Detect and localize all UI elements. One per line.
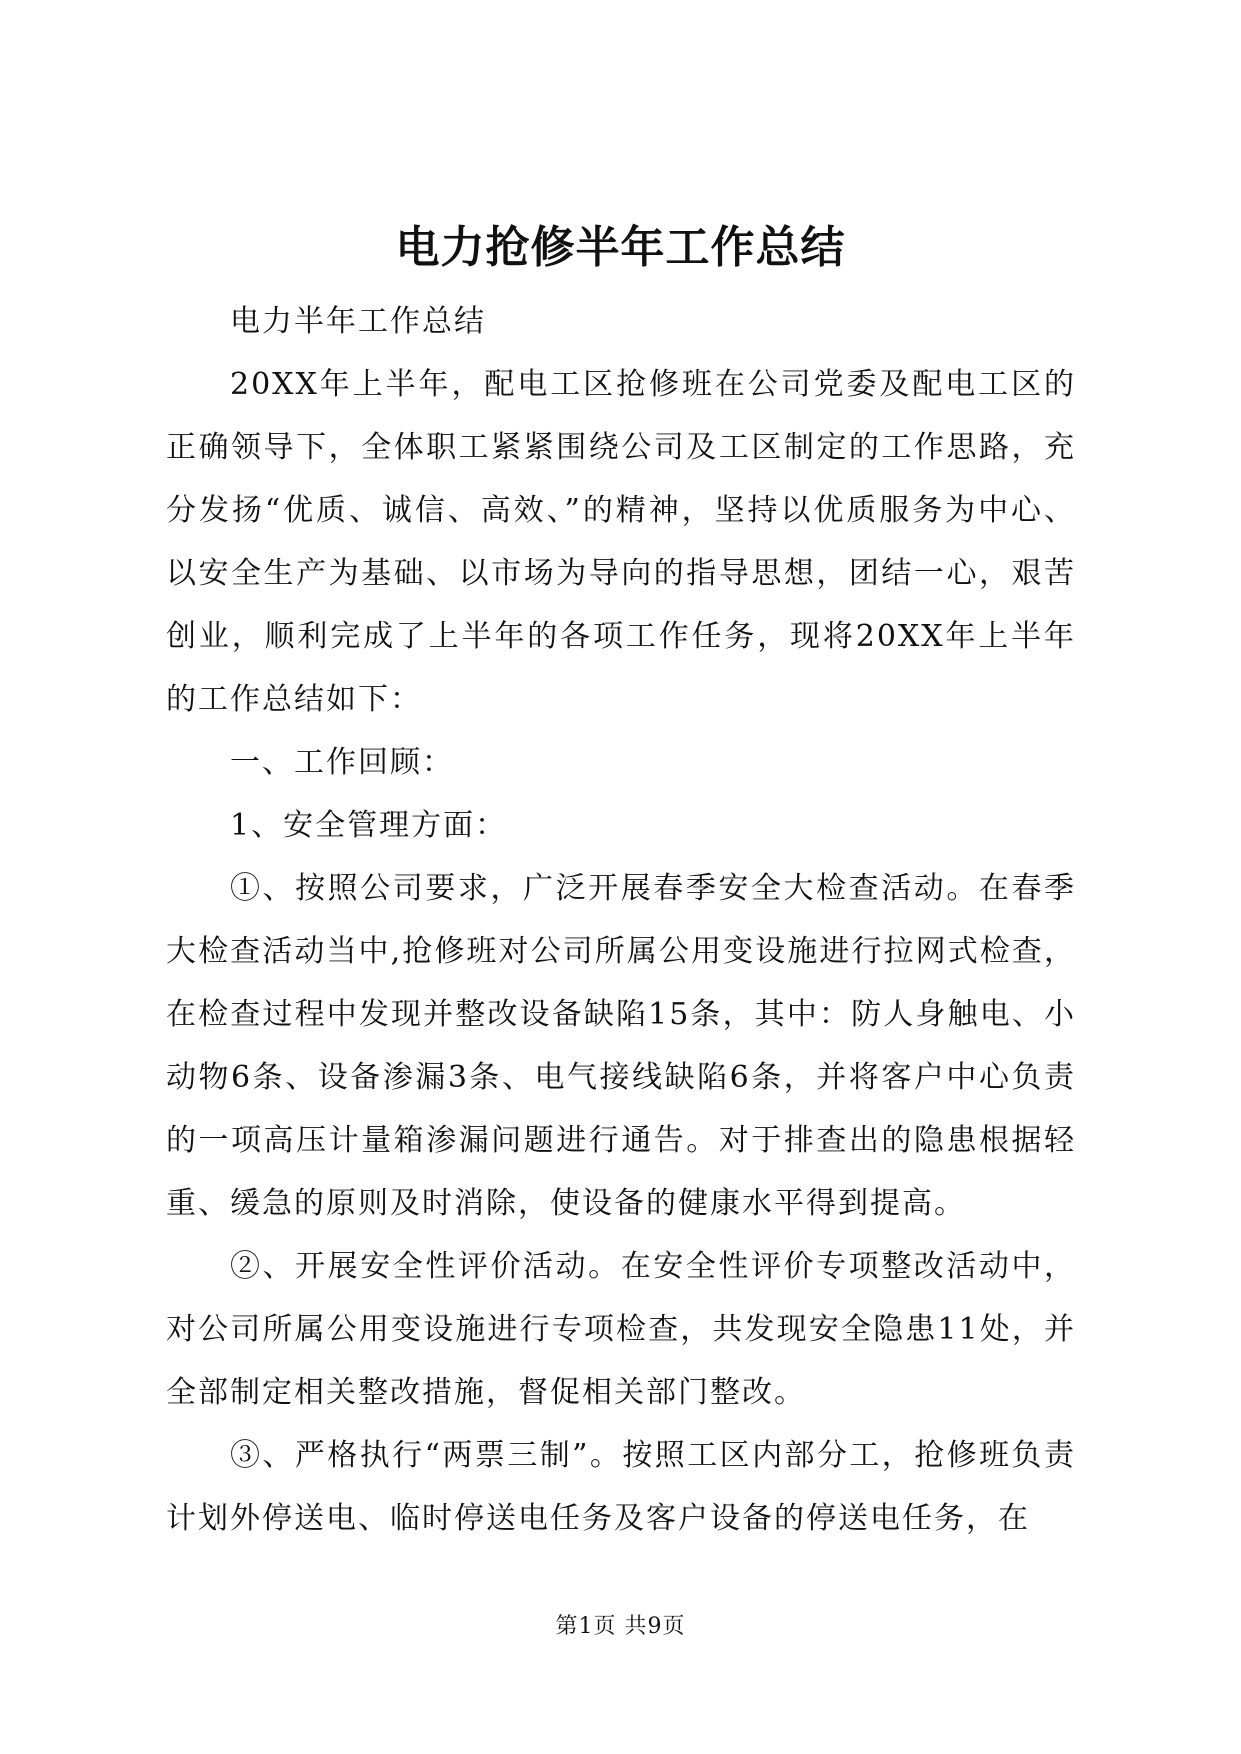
document-title: 电力抢修半年工作总结 — [395, 222, 846, 273]
paragraph-item-1: ①、按照公司要求，广泛开展春季安全大检查活动。在春季大检查活动当中,抢修班对公司所属公用变设施进行拉网式检查，在检查过程中发现并整改设备缺陷15条，其中：防人身触电、小动物6条、设备渗漏3条、电气接线缺陷6条，并将客户中心负责的一项高压计量箱渗漏问题进行通告。对于排查出的隐患根据轻重、缓急的原则及时消除，使设备的健康水平得到提高。 — [166, 871, 1076, 1221]
document-body — [166, 290, 1076, 1550]
paragraph-item-2: ②、开展安全性评价活动。在安全性评价专项整改活动中，对公司所属公用变设施进行专项检查，共发现安全隐患11处，并全部制定相关整改措施，督促相关部门整改。 — [166, 1249, 1076, 1410]
subsection-heading-safety: 1、安全管理方面： — [230, 808, 508, 843]
intro-paragraph: 20XX年上半年，配电工区抢修班在公司党委及配电工区的正确领导下，全体职工紧紧围绕公司及工区制定的工作思路，充分发扬“优质、诚信、高效、”的精神，坚持以优质服务为中心、以安全生产为基础、以市场为导向的指导思想，团结一心，艰苦创业，顺利完成了上半年的各项工作任务，现将20XX年上半年的工作总结如下： — [166, 367, 1076, 717]
paragraph-item-3: ③、严格执行“两票三制”。按照工区内部分工，抢修班负责计划外停送电、临时停送电任务及客户设备的停送电任务，在 — [166, 1438, 1076, 1536]
page-footer: 第1页 共9页 — [555, 1614, 686, 1639]
subtitle-paragraph: 电力半年工作总结 — [230, 304, 486, 339]
section-heading-review: 一、工作回顾： — [230, 745, 454, 780]
